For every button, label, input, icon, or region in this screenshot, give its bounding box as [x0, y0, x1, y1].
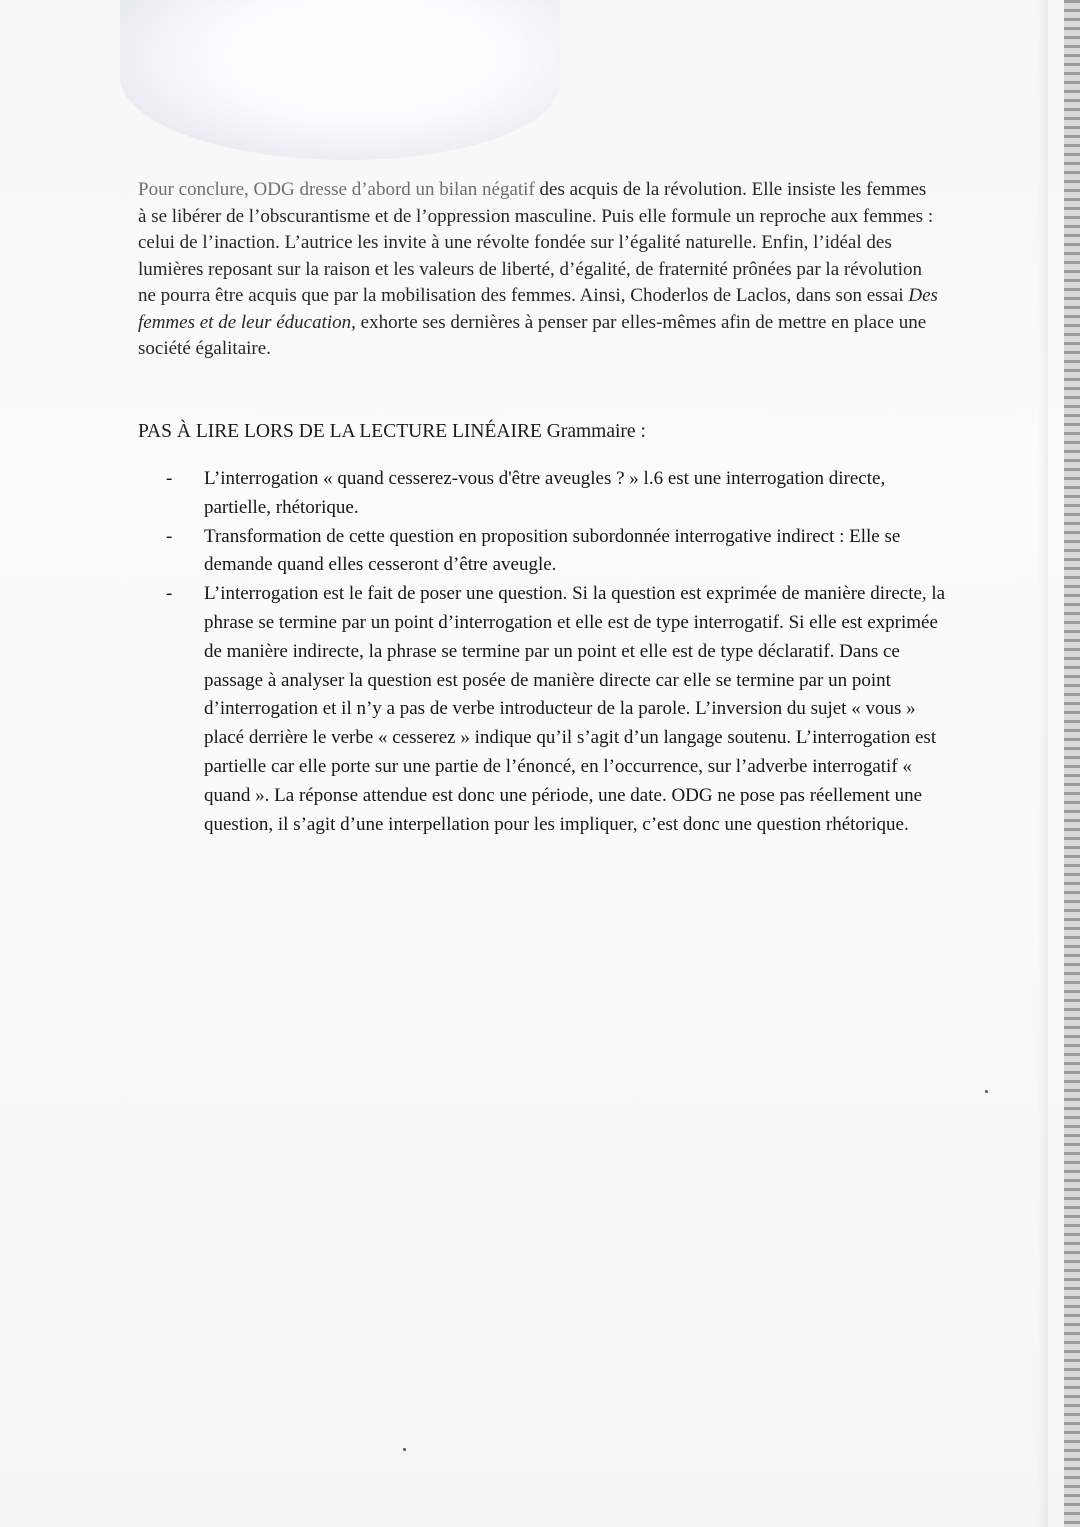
list-item: [162, 580, 952, 839]
conclusion-paragraph: [138, 177, 938, 363]
blurred-redaction: [120, 0, 560, 160]
page-edge-shadow: [1038, 0, 1048, 1527]
list-item-text: Transformation de cette question en proposition subordonnée interrogative indirect : Elle se demande quand elles cesseront d’être aveugle.: [204, 525, 901, 576]
bullet-dash: -: [166, 583, 173, 605]
conclusion-text: des acquis de la révolution. Elle insiste les femmes à se libérer de l’obscurantisme et de l’oppression masculine. Puis elle formule un reproche aux femmes : celui de l’inaction. L’autrice les invite à une révolte fondée sur l’égalité naturelle. Enfin, l’idéal des lumières reposant sur la raison et les valeurs de liberté, d’égalité, de fraternité prônées par la révolution ne pourra être acquis que par la mobilisation des femmes. Ainsi, Choderlos de Laclos, dans son essai: [138, 179, 934, 306]
conclusion-faded-text: Pour conclure, ODG dresse d’abord un bilan négatif: [138, 179, 535, 200]
grammar-list: [162, 465, 952, 839]
conclusion-end-text: exhorte ses dernières à penser par elles-mêmes afin de mettre en place une société égalitaire.: [138, 311, 927, 359]
list-item: [162, 523, 952, 581]
list-item: [162, 465, 952, 523]
list-item-text: L’interrogation est le fait de poser une question. Si la question est exprimée de manière directe, la phrase se termine par un point d’interrogation et elle est de type interrogatif. Si elle est exprimée de manière indirecte, la phrase se termine par un point et elle est de type déclaratif. Dans ce passage à analyser la question est posée de manière directe car elle se termine par un point d’interrogation et il n’y a pas de verbe introducteur de la parole. L’inversion du sujet « vous » placé derrière le verbe « cesserez » indique qu’il s’agit d’un langage soutenu. L’interrogation est partielle car elle porte sur une partie de l’énoncé, en l’occurrence, sur l’adverbe interrogatif « quand ». La réponse attendue est donc une période, une date. ODG ne pose pas réellement une question, il s’agit d’une interpellation pour les impliquer, c’est donc une question rhétorique.: [204, 583, 946, 835]
bullet-dash: -: [166, 525, 173, 547]
bullet-dash: -: [166, 468, 173, 489]
work-title: Des femmes et de leur éducation,: [138, 285, 938, 333]
grammar-heading: PAS À LIRE LORS DE LA LECTURE LINÉAIRE Grammaire :: [138, 421, 646, 442]
dust-speck: [985, 1090, 988, 1093]
list-item-text: L’interrogation « quand cesserez-vous d'être aveugles ? » l.6 est une interrogation directe, partielle, rhétorique.: [204, 468, 886, 518]
binding-strip: [1064, 0, 1080, 1527]
dust-speck: [403, 1448, 406, 1451]
